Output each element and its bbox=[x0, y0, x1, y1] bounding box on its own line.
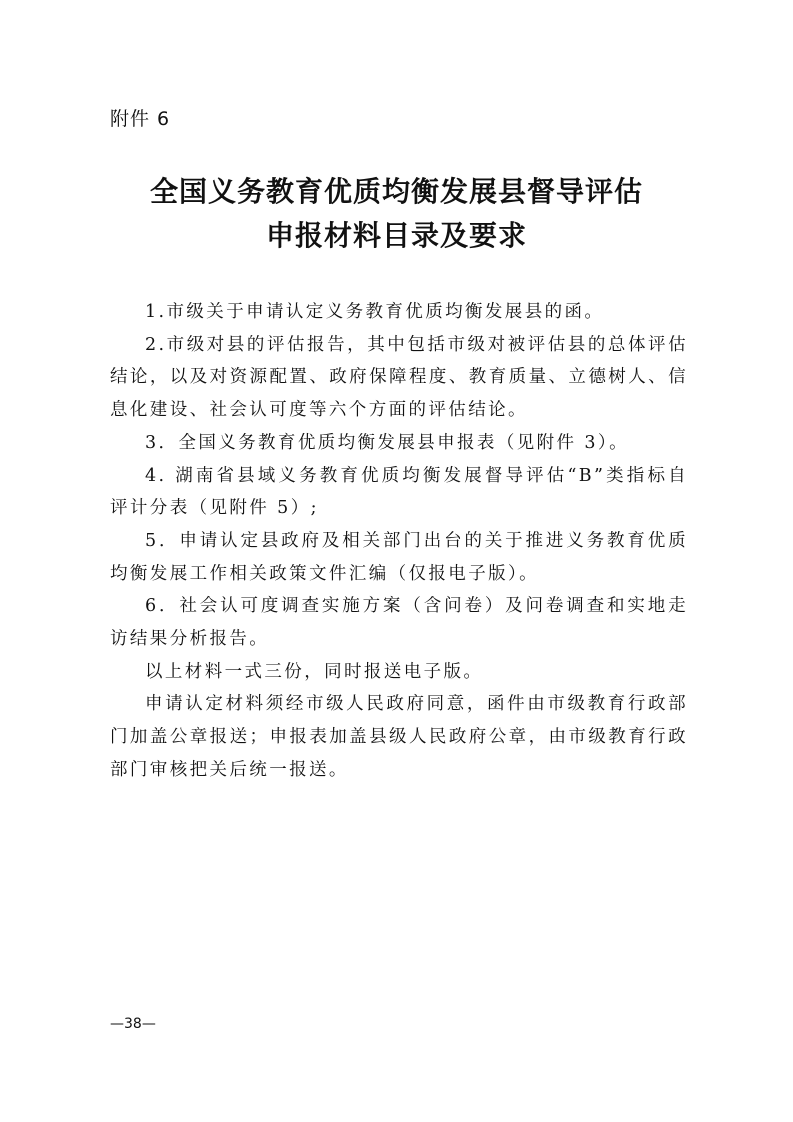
paragraph-item-4: 4. 湖南省县域义务教育优质均衡发展督导评估“B”类指标自评计分表（见附件 5）; bbox=[110, 465, 688, 519]
paragraph-item-1: 1.市级关于申请认定义务教育优质均衡发展县的函。 bbox=[145, 302, 605, 322]
paragraph-submission-note: 申请认定材料须经市级人民政府同意，函件由市级教育行政部门加盖公章报送；申报表加盖县级人民政府公章，由市级教育行政部门审核把关后统一报送。 bbox=[110, 694, 688, 780]
paragraph-copies-note: 以上材料一式三份，同时报送电子版。 bbox=[145, 661, 484, 682]
document-title bbox=[0, 170, 793, 258]
title-line-2: 申报材料目录及要求 bbox=[265, 219, 527, 252]
paragraph-item-6: 6．社会认可度调查实施方案（含问卷）及问卷调查和实地走访结果分析报告。 bbox=[110, 596, 688, 650]
paragraph-item-5: 5．申请认定县政府及相关部门出台的关于推进义务教育优质均衡发展工作相关政策文件汇编（仅报电子版）。 bbox=[110, 530, 688, 584]
page-number: —38— bbox=[110, 1016, 156, 1032]
document-body bbox=[110, 296, 688, 787]
paragraph-item-3: 3．全国义务教育优质均衡发展县申报表（见附件 3）。 bbox=[145, 432, 629, 453]
attachment-label: 附件 6 bbox=[110, 108, 171, 130]
paragraph-item-2: 2.市级对县的评估报告，其中包括市级对被评估县的总体评估结论，以及对资源配置、政府保障程度、教育质量、立德树人、信息化建设、社会认可度等六个方面的评估结论。 bbox=[110, 334, 688, 421]
title-line-1: 全国义务教育优质均衡发展县督导评估 bbox=[149, 175, 643, 208]
